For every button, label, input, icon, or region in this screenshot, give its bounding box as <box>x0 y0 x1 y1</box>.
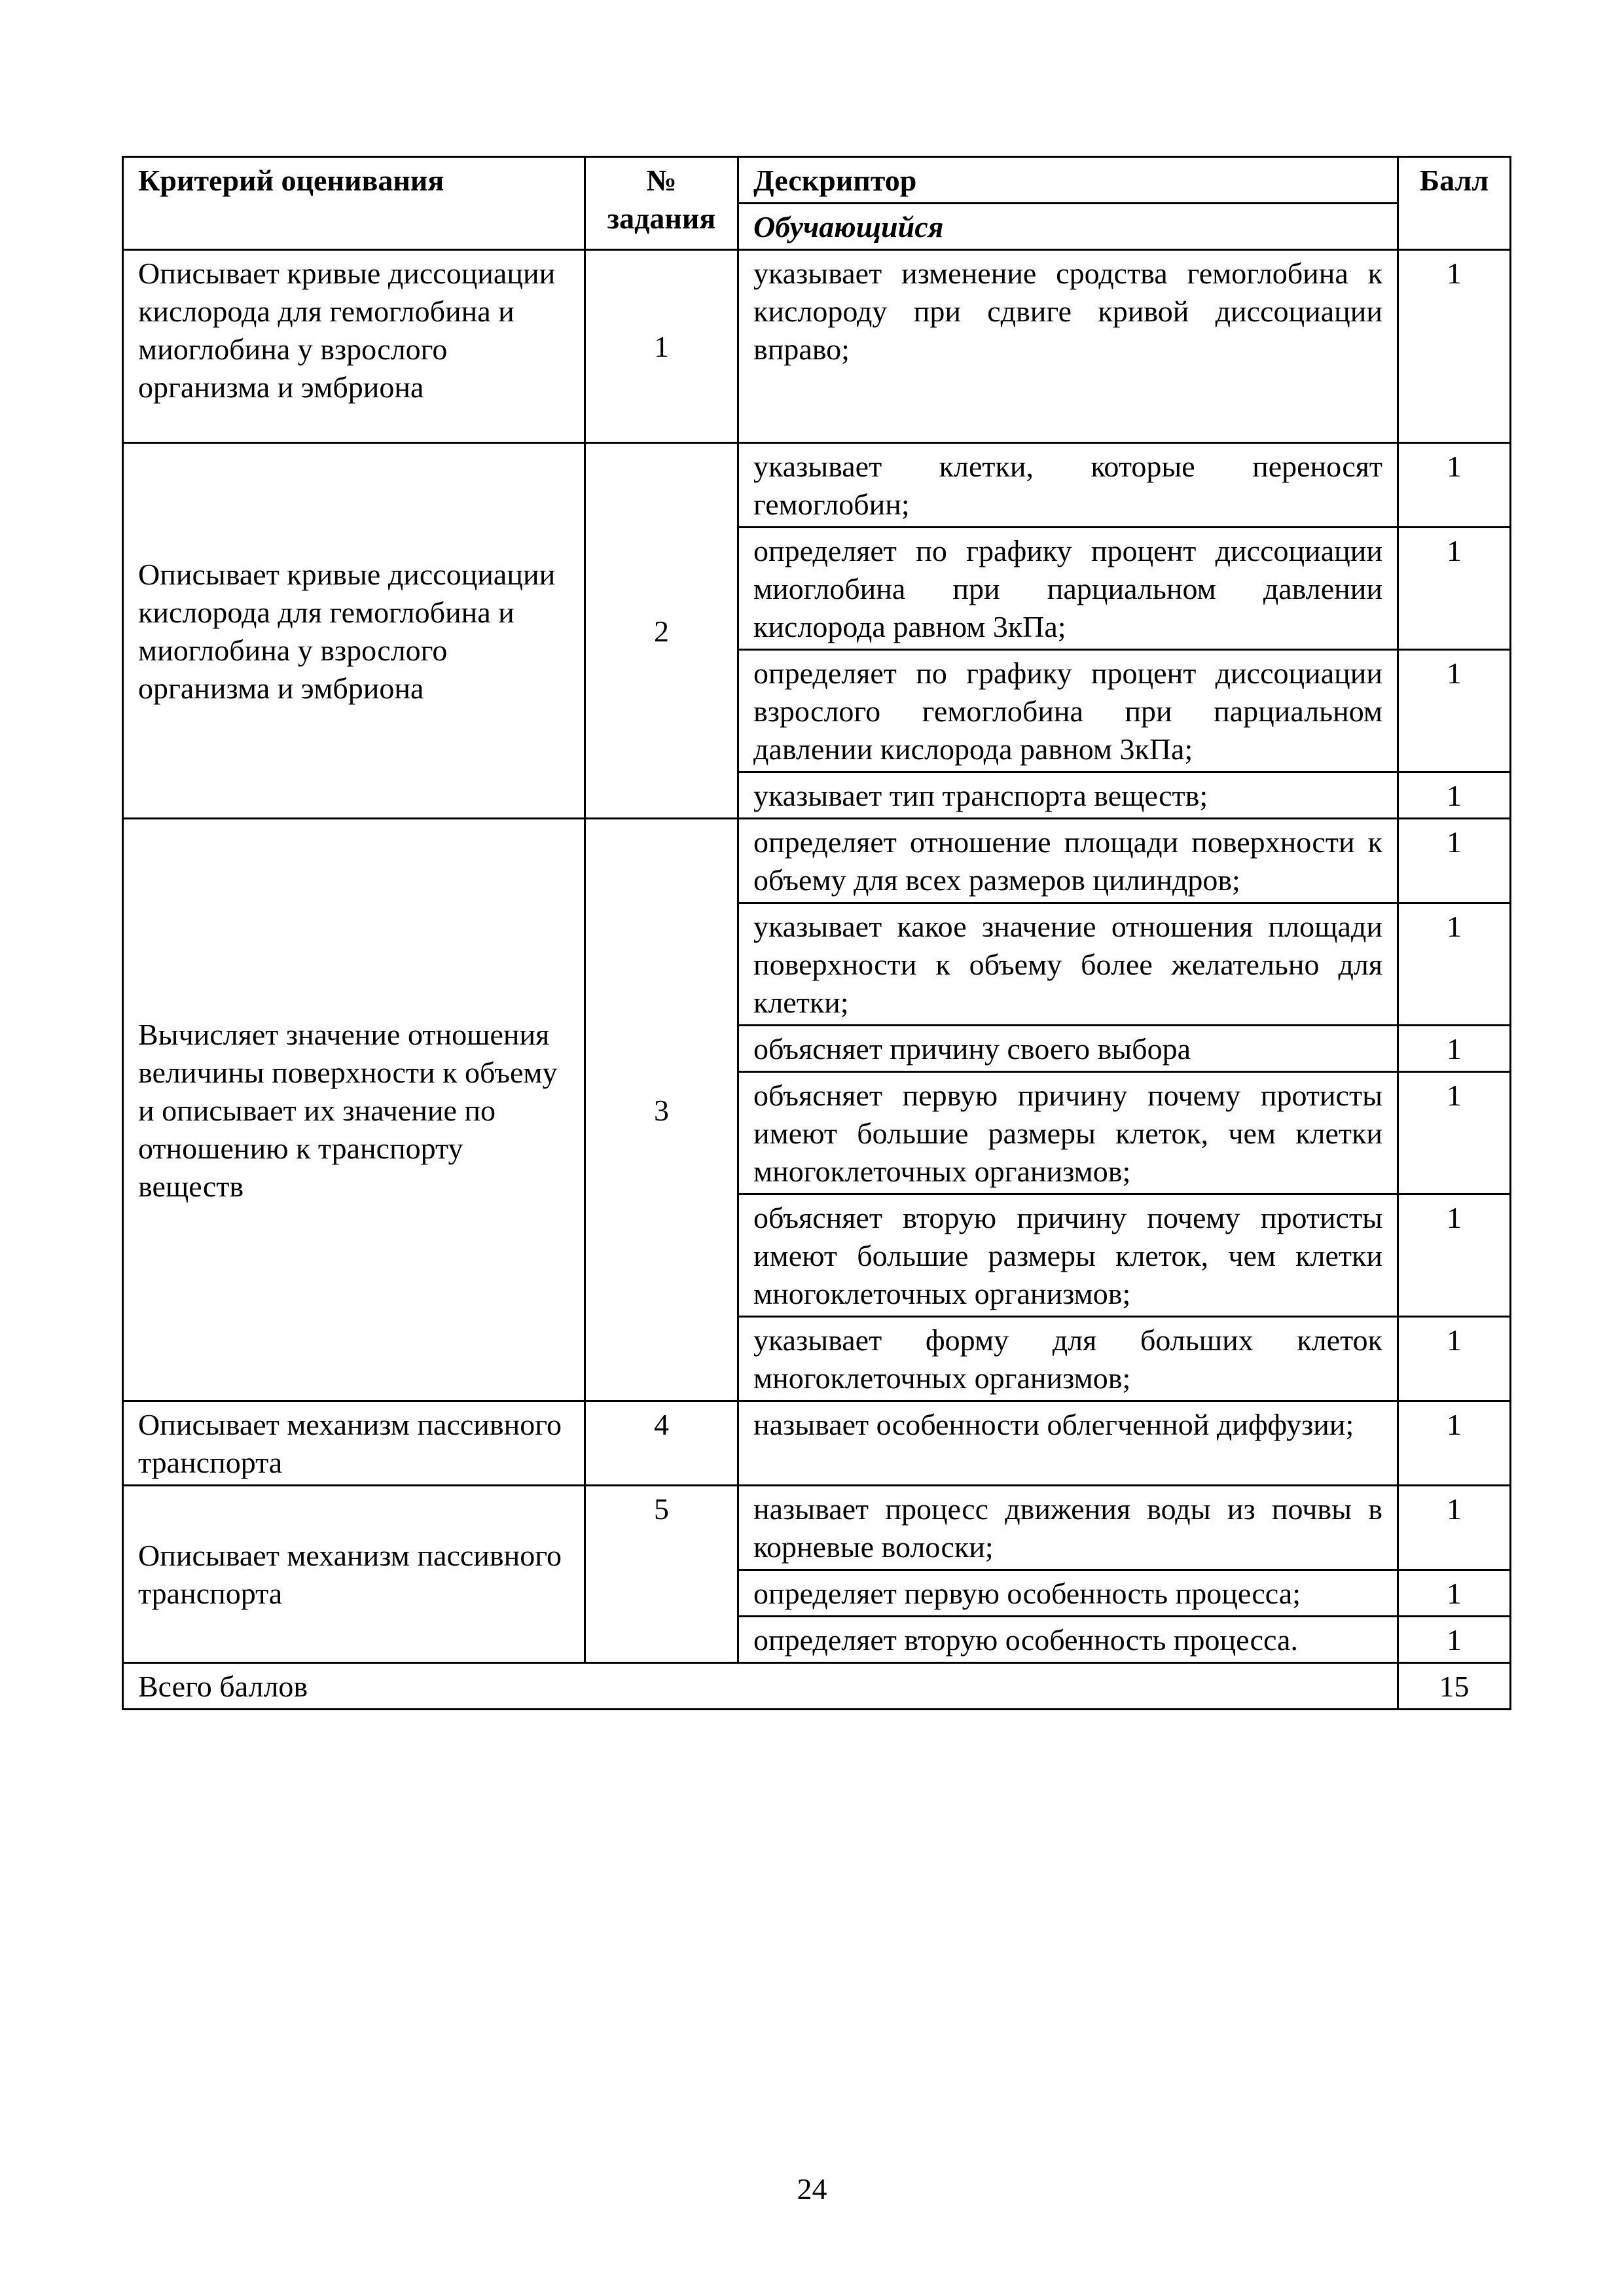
total-score: 15 <box>1398 1663 1511 1710</box>
descriptor-cell: определяет отношение площади поверхности к объему для всех размеров цилиндров; <box>738 819 1398 903</box>
header-learner: Обучающийся <box>738 204 1398 250</box>
score-cell: 1 <box>1398 250 1511 443</box>
criterion-cell: Описывает кривые диссоциации кислорода для гемоглобина и миоглобина у взрослого организма и эмбриона <box>123 250 585 443</box>
descriptor-cell: указывает форму для больших клеток многоклеточных организмов; <box>738 1317 1398 1401</box>
total-row <box>123 1663 1511 1710</box>
descriptor-cell: объясняет причину своего выбора <box>738 1026 1398 1072</box>
descriptor-cell: указывает клетки, которые переносят гемоглобин; <box>738 443 1398 528</box>
assessment-rubric-table <box>122 156 1511 1710</box>
task-number-cell: 5 <box>585 1486 738 1663</box>
header-row <box>123 157 1511 204</box>
criterion-cell: Описывает кривые диссоциации кислорода для гемоглобина и миоглобина у взрослого организма и эмбриона <box>123 443 585 819</box>
score-cell: 1 <box>1398 1486 1511 1570</box>
descriptor-cell: определяет по графику процент диссоциации миоглобина при парциальном давлении кислорода равном 3кПа; <box>738 528 1398 650</box>
score-cell: 1 <box>1398 1401 1511 1486</box>
criterion-cell: Описывает механизм пассивного транспорта <box>123 1486 585 1663</box>
descriptor-cell: указывает какое значение отношения площади поверхности к объему более желательно для клетки; <box>738 903 1398 1026</box>
descriptor-cell: объясняет первую причину почему протисты имеют большие размеры клеток, чем клетки многоклеточных организмов; <box>738 1072 1398 1194</box>
task-number-cell: 2 <box>585 443 738 819</box>
descriptor-cell: называет процесс движения воды из почвы в корневые волоски; <box>738 1486 1398 1570</box>
score-cell: 1 <box>1398 1570 1511 1617</box>
criterion-cell: Вычисляет значение отношения величины поверхности к объему и описывает их значение по отношению к транспорту веществ <box>123 819 585 1401</box>
descriptor-cell: определяет по графику процент диссоциации взрослого гемоглобина при парциальном давлении кислорода равном 3кПа; <box>738 650 1398 772</box>
score-cell: 1 <box>1398 1072 1511 1194</box>
score-cell: 1 <box>1398 650 1511 772</box>
descriptor-cell: указывает тип транспорта веществ; <box>738 772 1398 819</box>
page-number: 24 <box>797 2172 827 2206</box>
table-row <box>123 1401 1511 1486</box>
header-task-number: № задания <box>585 157 738 250</box>
descriptor-cell: объясняет вторую причину почему протисты имеют большие размеры клеток, чем клетки многоклеточных организмов; <box>738 1194 1398 1317</box>
descriptor-cell: указывает изменение сродства гемоглобина к кислороду при сдвиге кривой диссоциации вправо; <box>738 250 1398 443</box>
table-row <box>123 443 1511 528</box>
descriptor-cell: называет особенности облегченной диффузии; <box>738 1401 1398 1486</box>
descriptor-cell: определяет первую особенность процесса; <box>738 1570 1398 1617</box>
score-cell: 1 <box>1398 443 1511 528</box>
score-cell: 1 <box>1398 1617 1511 1663</box>
header-descriptor: Дескриптор <box>738 157 1398 204</box>
score-cell: 1 <box>1398 1317 1511 1401</box>
criterion-cell: Описывает механизм пассивного транспорта <box>123 1401 585 1486</box>
score-cell: 1 <box>1398 772 1511 819</box>
header-score: Балл <box>1398 157 1511 250</box>
score-cell: 1 <box>1398 903 1511 1026</box>
table-row <box>123 250 1511 443</box>
score-cell: 1 <box>1398 1026 1511 1072</box>
descriptor-cell: определяет вторую особенность процесса. <box>738 1617 1398 1663</box>
score-cell: 1 <box>1398 528 1511 650</box>
header-criterion: Критерий оценивания <box>123 157 585 250</box>
task-number-cell: 3 <box>585 819 738 1401</box>
score-cell: 1 <box>1398 819 1511 903</box>
score-cell: 1 <box>1398 1194 1511 1317</box>
task-number-cell: 1 <box>585 250 738 443</box>
table-row <box>123 819 1511 903</box>
task-number-cell: 4 <box>585 1401 738 1486</box>
total-label: Всего баллов <box>123 1663 1398 1710</box>
table-row <box>123 1486 1511 1570</box>
